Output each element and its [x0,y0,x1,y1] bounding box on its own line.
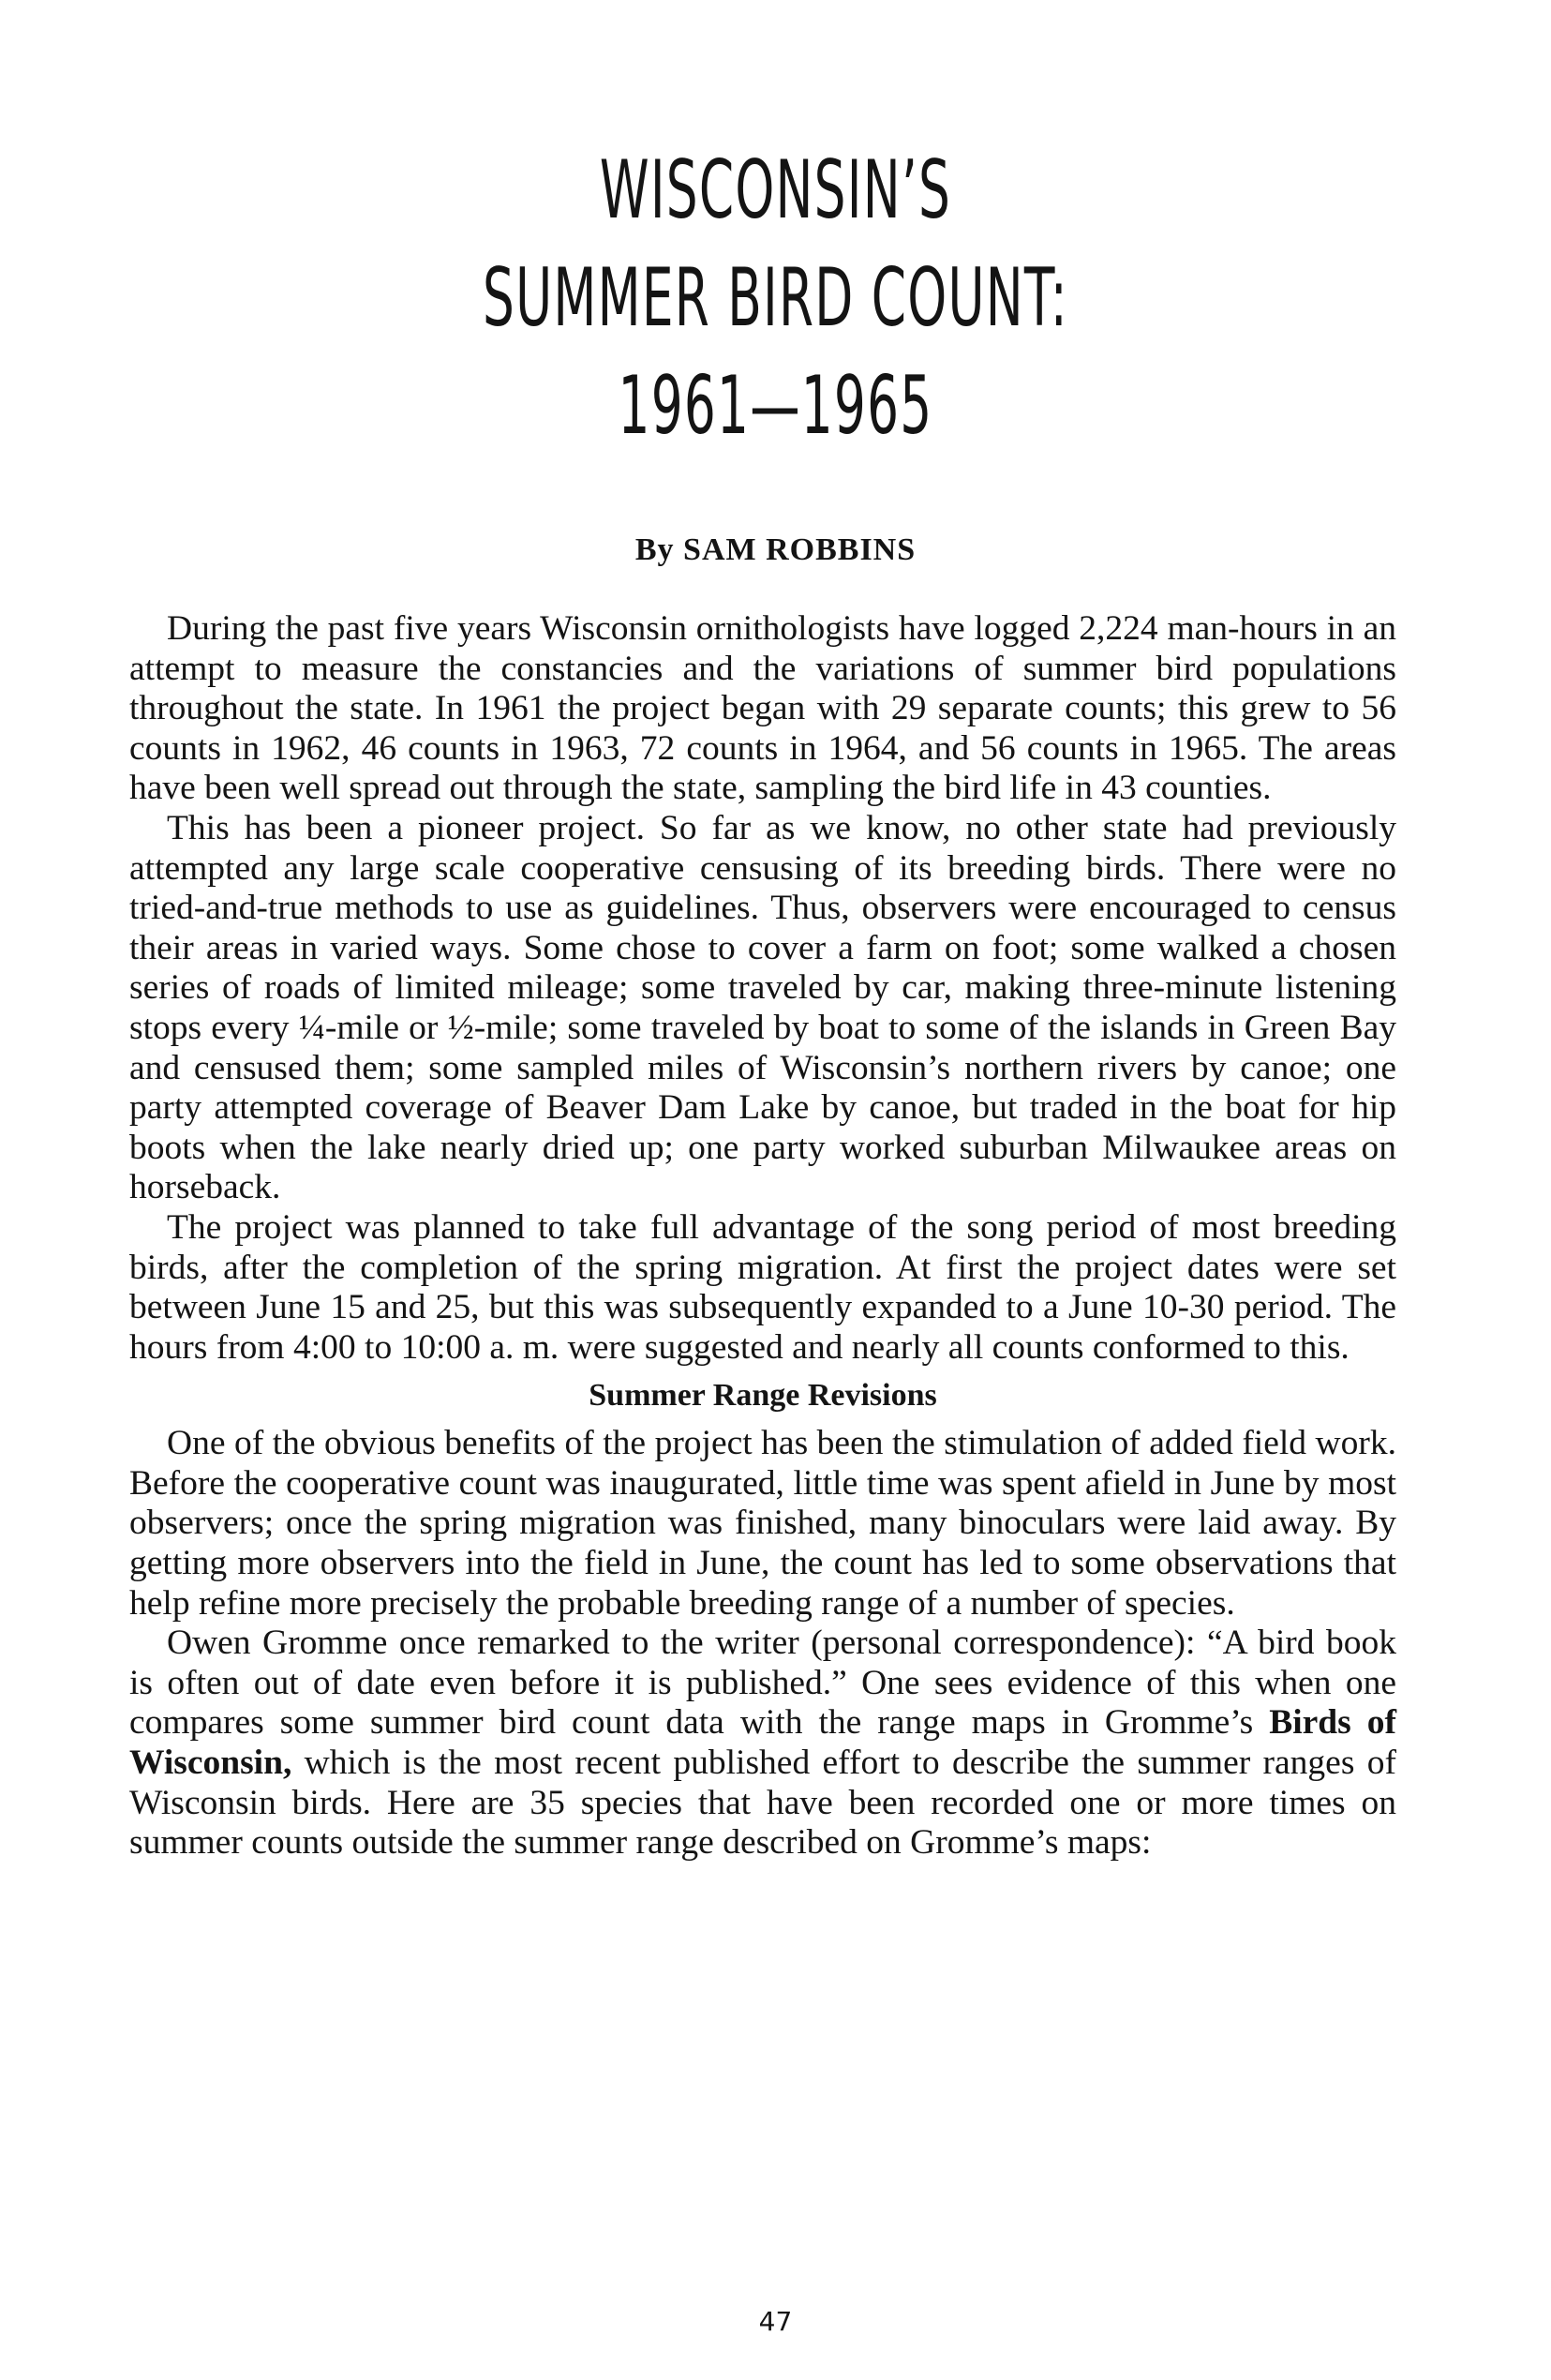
paragraph-gromme [129,1624,1396,1864]
paragraph-gromme-rest: which is the most recent published effort to describe the summer ranges of Wisconsin birds. Here are 35 species that have been recorded one or more times on summer counts outside the summer range described on Gromme’s maps: [129,1744,1397,1863]
title-line-2 [294,251,1256,366]
title-line-3 [294,359,1256,473]
page-number: 47 [758,2306,793,2337]
title-line-1-text: WISCONSIN’S [599,143,952,237]
title-line-3-text: 1961—1965 [618,359,933,453]
title-line-1 [294,143,1256,258]
paragraph-pioneer-project: This has been a pioneer project. So far as we know, no other state had previously attempted any large scale cooperative censusing of its breeding birds. There were no tried-and-true methods to use as guidelines. Thus, observers were encouraged to census their areas in varied ways. Some chose to cover a farm on foot; some walked a chosen series of roads of limited mileage; some traveled by car, making three-minute listening stops every ¼-mile or ½-mile; some traveled by boat to some of the islands in Green Bay and censused them; some sampled miles of Wisconsin’s northern rivers by canoe; one party attempted coverage of Beaver Dam Lake by canoe, but traded in the boat for hip boots when the lake nearly dried up; one party worked suburban Milwaukee areas on horseback. [129,808,1396,1207]
section-heading: Summer Range Revisions [589,1378,937,1414]
article-title [0,143,1551,473]
paragraph-gromme-text: Owen Gromme once remarked to the writer (personal correspondence): “A bird book is often out of date even before it is published.” One sees evidence of this when one compares some summer bird count data with the range maps in Gromme’s [129,1624,1396,1743]
paragraph-field-work: One of the obvious benefits of the project has been the stimulation of added field work. Before the cooperative count was inaugurated, little time was spent afield in June by most observers; once the spring migration was finished, many binoculars were laid away. By getting more observers into the field in June, the count has led to some observations that help refine more precisely the probable breeding range of a number of species. [129,1424,1396,1623]
paragraph-intro: During the past five years Wisconsin ornithologists have logged 2,224 man-hours in an attempt to measure the constancies and the variations of summer bird populations throughout the state. In 1961 the project began with 29 separate counts; this grew to 56 counts in 1962, 46 counts in 1963, 72 counts in 1964, and 56 counts in 1965. The areas have been well spread out through the state, sampling the bird life in 43 counties. [129,609,1396,808]
author-byline: By SAM ROBBINS [634,532,917,567]
title-line-2-text: SUMMER BIRD COUNT: [482,251,1069,345]
article-body [129,609,1396,1864]
paragraph-project-timing: The project was planned to take full advantage of the song period of most breeding birds, after the completion of the spring migration. At first the project dates were set between June 15 and 25, but this was subsequently expanded to a June 10-30 period. The hours from 4:00 to 10:00 a. m. were suggested and nearly all counts conformed to this. [129,1207,1396,1367]
book-title: Birds of Wisconsin, [129,1703,1396,1783]
